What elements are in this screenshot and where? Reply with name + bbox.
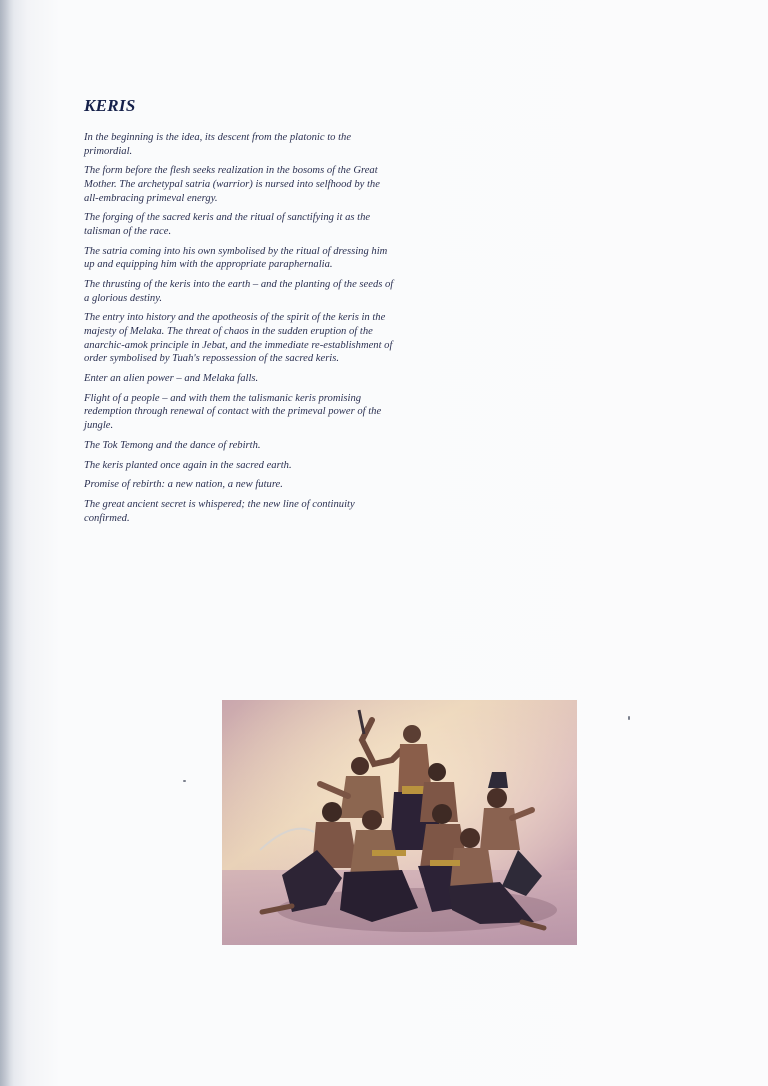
synopsis-paragraph: Flight of a people – and with them the talismanic keris promising redemption through renewal of contact with the primeval power of the jungle.: [84, 392, 382, 431]
synopsis-paragraph: The form before the flesh seeks realization in the bosoms of the Great Mother. The archetypal satria (warrior) is nursed into selfhood by the all-embracing primeval energy.: [84, 165, 380, 204]
page-title: KERIS: [84, 96, 136, 115]
dancers-photo: [222, 700, 577, 945]
page-speck: [628, 716, 630, 720]
synopsis-paragraph: The thrusting of the keris into the earth – and the planting of the seeds of a glorious destiny.: [84, 279, 394, 304]
synopsis-paragraph: The entry into history and the apotheosis of the spirit of the keris in the majesty of Melaka. The threat of chaos in the sudden eruption of the anarchic-amok principle in Jebat, and the immediate re-establishment of order symbolised by Tuah's repossession of the sacred keris.: [84, 312, 393, 365]
synopsis-paragraph: In the beginning is the idea, its descent from the platonic to the primordial.: [84, 132, 352, 157]
synopsis-paragraph: Promise of rebirth: a new nation, a new future.: [84, 479, 283, 491]
synopsis-paragraph: Enter an alien power – and Melaka falls.: [84, 373, 259, 385]
synopsis-paragraph: The Tok Temong and the dance of rebirth.: [84, 439, 261, 451]
synopsis-paragraph: The forging of the sacred keris and the ritual of sanctifying it as the talisman of the race.: [84, 212, 371, 237]
synopsis-paragraph: The great ancient secret is whispered; the new line of continuity confirmed.: [84, 499, 355, 524]
synopsis-paragraph: The satria coming into his own symbolised by the ritual of dressing him up and equipping him with the appropriate paraphernalia.: [84, 245, 388, 271]
synopsis-text: [84, 131, 394, 532]
dancers-photo-image: [222, 700, 577, 945]
page-speck: [183, 780, 186, 782]
synopsis-paragraph: The keris planted once again in the sacred earth.: [84, 459, 292, 471]
page-spine-shadow: [0, 0, 14, 1086]
